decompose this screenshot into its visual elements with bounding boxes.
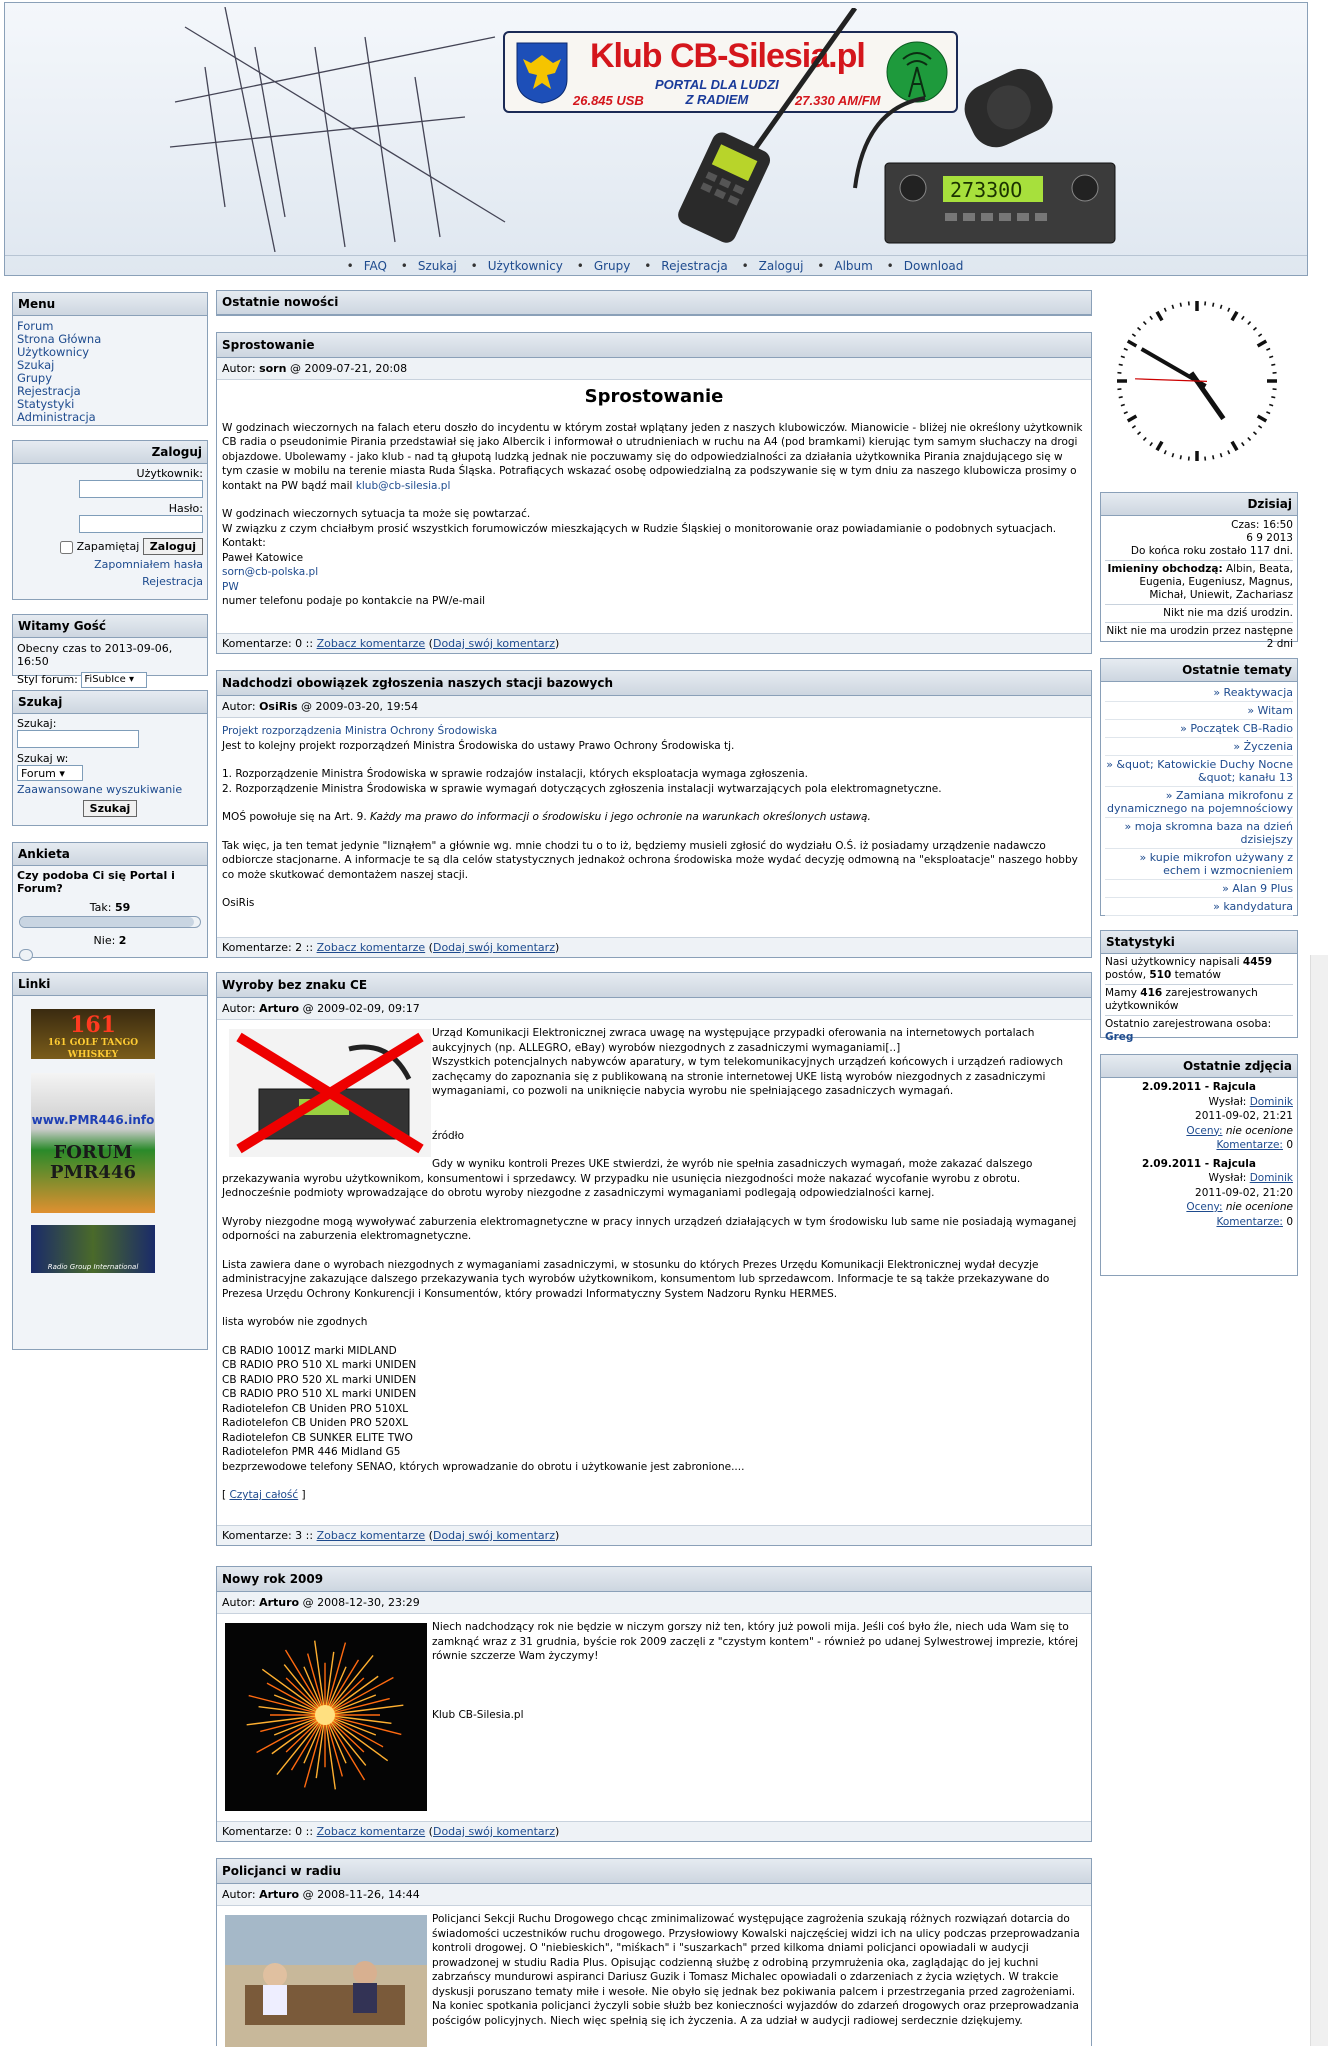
today-time: Czas: 16:50 <box>1105 519 1293 532</box>
welcome-title: Witamy Gość <box>13 615 207 638</box>
clock-tick <box>1124 348 1128 350</box>
clock-tick <box>1213 455 1214 459</box>
links-box <box>12 972 208 1350</box>
add-comment-link[interactable]: Dodaj swój komentarz <box>433 1825 555 1838</box>
freq-am: 27.330 AM/FM <box>795 93 881 108</box>
news-heading: Sprostowanie <box>222 390 1086 405</box>
topics-title: Ostatnie tematy <box>1101 659 1297 682</box>
news-title[interactable]: Nowy rok 2009 <box>217 1567 1091 1592</box>
clock-tick <box>1248 437 1251 440</box>
birthdays-today: Nikt nie ma dziś urodzin. <box>1105 604 1293 620</box>
view-comments-link[interactable]: Zobacz komentarze <box>317 1529 426 1542</box>
banner-pmr446[interactable]: www.PMR446.info FORUM PMR446 <box>31 1073 155 1213</box>
news-item-4 <box>216 1566 1092 1842</box>
news-body: Projekt rozporządzenia Ministra Ochrony Środowiska Jest to kolejny projekt rozporządzeń Ministra Środowiska do ustawy Prawo Ochrony Środowiska tj. 1. Rozporządzenie Ministra Środowiska w sprawie rodzajów instalacji, których eksploatacja wymaga zgłoszenia. 2. Rozporządzenie Ministra Środowiska w sprawie wymagań dotyczących zgłoszenia instalacji wytwarzających pola elektromagnetyczne. MOŚ powołuje się na Art. 9. Każdy ma prawo do informacji o środowisku i jego ochronie na warunkach określonych ustawą. Tak więc, ja ten temat jedynie "liznąłem" a głównie wg. mnie chodzi tu o to iż, będziemy musieli zgłosić do wydziału O.Ś. iż posiadamy urządzenie nadawczo odbiorcze stacjonarne. A informacje te są dla celów statystycznych jednakoż ochrona środowiska może wydać decyzję odmowną na "eksploatacje" naszego hobby co może skutkować demontażem naszej stacji. OsiRis <box>217 718 1091 917</box>
view-comments-link[interactable]: Zobacz komentarze <box>317 941 426 954</box>
recent-topic-link[interactable]: » Początek CB-Radio <box>1105 720 1293 738</box>
clock-tick <box>1132 334 1135 336</box>
cb-radio-graphic <box>835 68 1135 248</box>
clock-tick <box>1143 322 1146 325</box>
password-label: Hasło: <box>17 502 203 515</box>
analog-clock <box>1114 298 1280 464</box>
menu-admin[interactable]: Administracja <box>17 411 203 424</box>
clock-tick <box>1269 404 1273 405</box>
crossed-cb-radio-image <box>229 1029 431 1157</box>
recent-topic-link[interactable]: » kupie mikrofon używany z echem i wzmocnieniem <box>1105 849 1293 880</box>
menu-box <box>12 292 208 426</box>
banner-golf-tango-whiskey[interactable]: 161 161 GOLF TANGO WHISKEY <box>31 1009 155 1059</box>
nav-album[interactable]: Album <box>834 259 872 273</box>
menu-stats[interactable]: Statystyki <box>17 398 203 411</box>
clock-tick <box>1242 442 1244 445</box>
news-footer: Komentarze: 0 :: Zobacz komentarze (Dodaj swój komentarz) <box>217 1821 1091 1841</box>
register-link[interactable]: Rejestracja <box>17 575 203 588</box>
forgot-password-link[interactable]: Zapomniałem hasła <box>17 558 203 571</box>
poll-no-count: 2 <box>119 934 127 947</box>
news-title[interactable]: Policjanci w radiu <box>217 1859 1091 1884</box>
nav-faq[interactable]: FAQ <box>364 259 387 273</box>
add-comment-link[interactable]: Dodaj swój komentarz <box>433 637 555 650</box>
news-title[interactable]: Sprostowanie <box>217 333 1091 358</box>
search-button[interactable]: Szukaj <box>83 800 138 817</box>
clock-tick <box>1266 412 1270 414</box>
news-body: Sprostowanie W godzinach wieczornych na falach eteru doszło do incydentu w którym został wplątany jeden z naszych klubowiczów. Mianowicie - bliżej nie określony użytkownik CB radia o pseudonimie Pirania przedstawiał się jako Albercik i informował o utrudnieniach w ruchu na A4 (pod bramkami) kierując tym samym słuchaczy na drogi objazdowe. Ubolewamy - jako klub - nad tą głupotą ludzką jednak nie poczuwamy się do odpowiedzialności za działania użytkownika Pirania znajdującego się w tym czasie w mobilu na terenie miasta Ruda Śląska. Potrafiących wskazać osobę odpowiedzialną za podszywanie się w tym dniu za naszego klubowicza prosimy o kontakt na PW bądź mail klub@cb-silesia.pl W godzinach wieczornych sytuacja ta może się powtarzać. W związku z czym chciałbym prosić wszystkich forumowiczów mieszkających w Rudzie Śląskiej o monitorowanie oraz powiadamianie o podobnych sytuacjach. Kontakt: Paweł Katowice sorn@cb-polska.pl PW numer telefonu podaje po kontakcie na PW/e-mail <box>217 380 1091 615</box>
clock-tick <box>1157 312 1162 321</box>
clock-tick <box>1164 308 1166 312</box>
advanced-search-link[interactable]: Zaawansowane wyszukiwanie <box>17 783 203 796</box>
news-author-line: Autor: Arturo @ 2008-11-26, 14:44 <box>217 1884 1091 1906</box>
search-box <box>12 690 208 826</box>
nav-register[interactable]: Rejestracja <box>661 259 727 273</box>
clock-tick <box>1121 404 1125 405</box>
poll-no-label: Nie: <box>94 934 116 947</box>
recent-topic-link[interactable]: » Życzenia <box>1105 738 1293 756</box>
clock-tick <box>1119 397 1123 398</box>
banner-title: Klub CB-Silesia.pl <box>590 37 865 76</box>
menu-groups[interactable]: Grupy <box>17 372 203 385</box>
center-title: Ostatnie nowości <box>217 291 1091 315</box>
email-link[interactable]: klub@cb-silesia.pl <box>356 480 451 492</box>
news-title[interactable]: Wyroby bez znaku CE <box>217 973 1091 998</box>
nav-users[interactable]: Użytkownicy <box>488 259 563 273</box>
clock-tick <box>1164 450 1166 454</box>
nav-search[interactable]: Szukaj <box>418 259 457 273</box>
recent-topic-link[interactable]: » Zamiana mikrofonu z dynamicznego na pojemnościowy <box>1105 787 1293 818</box>
clock-tick <box>1242 316 1244 319</box>
clock-tick <box>1180 455 1181 459</box>
poll-yes-bar-fill <box>20 917 194 927</box>
nav-login[interactable]: Zaloguj <box>759 259 804 273</box>
view-comments-link[interactable]: Zobacz komentarze <box>317 637 426 650</box>
clock-tick <box>1228 308 1230 312</box>
recent-topic-link[interactable]: » &quot; Katowickie Duchy Nocne &quot; kanału 13 <box>1105 756 1293 787</box>
newest-user-link[interactable]: Greg <box>1105 1031 1133 1043</box>
clock-tick <box>1138 432 1141 435</box>
today-box <box>1100 492 1298 642</box>
poll-yes-count: 59 <box>115 901 130 914</box>
search-label: Szukaj: <box>17 717 203 730</box>
news-item-1 <box>216 332 1092 654</box>
clock-tick <box>1248 322 1251 325</box>
menu-title: Menu <box>13 293 207 316</box>
clock-tick <box>1220 305 1221 309</box>
clock-tick <box>1172 305 1173 309</box>
clock-tick <box>1258 416 1267 421</box>
search-title: Szukaj <box>13 691 207 714</box>
clock-tick <box>1253 327 1256 330</box>
stats-title: Statystyki <box>1101 931 1297 954</box>
recent-topic-link[interactable]: » kandydatura <box>1105 898 1293 916</box>
news-body: Urząd Komunikacji Elektronicznej zwraca uwagę na występujące przypadki oferowania na internetowych portalach aukcyjnych (np. ALLEGRO, eBay) wyrobów niezgodnych z zasadniczymi wymaganiami[..] Wszystkich potencjalnych nabywców aparatury, w tym telekomunikacyjnych urządzeń końcowych i urządzeń radiowych zachęcamy do zapoznania się z publikowaną na stronie internetowej UKE listą wyrobów niezgodnych z zasadniczymi wymaganiami, co pozwoli na uniknięcie nabycia wyrobu nie spełniającego zasadniczych wymagań. źródło Gdy w wyniku kontroli Prezes UKE stwierdzi, że wyrób nie spełnia zasadniczych wymagań, może zakazać dalszego przekazywania wyrobu użytkownikom, konsumentowi i sprzedawcy. W przypadku nie usunięcia niezgodności może nakazać wycofanie wyrobu z obrotu. Jednocześnie podmioty wprowadzające do obrotu wyroby niezgodne z zasadniczymi wymaganiami podlegają odpowiedzialności karnej. Wyroby niezgodne mogą wywoływać zaburzenia elektromagnetyczne w pracy innych urządzeń działających w tym środowisku lub same nie posiadają wymaganej odporności na zaburzenia elektromagnetyczne. Lista zawiera dane o wyrobach niezgodnych z wymaganiami zasadniczymi, w stosunku do których Prezes Urzędu Komunikacji Elektronicznej wydał decyzje administracyjne zakazujące dalszego przekazywania tych wyrobów użytkownikom, konsumentom lub sprzedawcom. Informacje te są także przekazywane do Prezesa Urzędu Ochrony Konkurencji i Konsumentów, który prowadzi Informatyczny System Nadzoru Rynku HERMES. lista wyrobów nie zgodnych CB RADIO 1001Z marki MIDLAND CB RADIO PRO 510 XL marki UNIDEN CB RADIO PRO 520 XL marki UNIDEN CB RADIO PRO 510 XL marki UNIDEN Radiotelefon CB Uniden PRO 510XL Radiotelefon CB Uniden PRO 520XL Radiotelefon CB SUNKER ELITE TWO Radiotelefon PMR 446 Midland G5 bezprzewodowe telefony SENAO, których wprowadzanie do obrotu i użytkowanie jest zabronione.... [ Czytaj całość ] <box>217 1020 1091 1509</box>
search-input[interactable] <box>17 730 139 748</box>
clock-tick <box>1271 397 1275 398</box>
clock-tick <box>1228 450 1230 454</box>
clock-tick <box>1128 341 1137 346</box>
clock-tick <box>1121 356 1125 357</box>
clock-tick <box>1180 303 1181 307</box>
stats-box <box>1100 930 1298 1038</box>
view-comments-link[interactable]: Zobacz komentarze <box>317 1825 426 1838</box>
news-item-5 <box>216 1858 1092 2046</box>
poll-question: Czy podoba Ci się Portal i Forum? <box>17 869 203 895</box>
poll-no-bar <box>19 949 33 961</box>
freq-usb: 26.845 USB <box>573 93 644 108</box>
news-body: Policjanci Sekcji Ruchu Drogowego chcąc zminimalizować występujące zagrożenia szukają różnych rozwiązań dotarcia do świadomości uczestników ruchu drogowego. Przysłowiowy Kowalski najczęściej widzi ich na ulicy podczas przeprowadzania kontroli drogowej. O "niebieskich", "miśkach" i "suszarkach" przed kilkoma dniami policjanci opowiadali w audycji prowadzonej w studiu Radia Plus. Opisując codzienną służbę z odrobiną przymrużenia oka, zaglądając do jej kuchni zabrzańscy mundurowi aspiranci Dariusz Guzik i Tomasz Michalec opowiadali o zdarzeniach z życia wziętych. W trakcie dyskusji poruszano tematy miłe i wesołe. Nie obyło się jednak bez pokiwania palcem i przestrzegania przed zagrożeniami. Na koniec spotkania policjanci życzyli sobie służb bez konieczności wyjazdów do zdarzeń drogowych oraz przeprowadzania pościgów policyjnych. Niech więc spełnią się ich życzenia. A za udział w audycji radiowej serdecznie dziękujemy. <box>217 1906 1091 2034</box>
clock-tick <box>1150 316 1152 319</box>
recent-topic-link[interactable]: » Witam <box>1105 702 1293 720</box>
clock-tick <box>1266 348 1270 350</box>
clock-tick <box>1172 453 1173 457</box>
photo-entry[interactable]: 2.09.2011 - Rajcula Wysłał: Dominik 2011-09-02, 21:20 Oceny: nie ocenione Komentarze: 0 <box>1105 1157 1293 1230</box>
pm-link[interactable]: PW <box>222 580 1086 595</box>
clock-tick <box>1258 426 1261 428</box>
news-footer: Komentarze: 2 :: Zobacz komentarze (Dodaj swój komentarz) <box>217 937 1091 957</box>
today-title: Dzisiaj <box>1101 493 1297 516</box>
search-in-label: Szukaj w: <box>17 752 203 765</box>
name-days: Imieniny obchodzą: Albin, Beata, Eugenia, Eugeniusz, Magnus, Michał, Uniewit, Zachariasz <box>1105 560 1293 602</box>
today-date: 6 9 2013 <box>1105 532 1293 545</box>
links-title: Linki <box>13 973 207 996</box>
login-title: Zaloguj <box>13 441 207 464</box>
poll-yes-label: Tak: <box>90 901 112 914</box>
page-scrollbar[interactable] <box>1310 955 1328 2046</box>
add-comment-link[interactable]: Dodaj swój komentarz <box>433 941 555 954</box>
clock-tick <box>1138 327 1141 330</box>
chevron-down-icon: ▾ <box>59 767 65 780</box>
clock-tick <box>1128 416 1137 421</box>
clock-tick <box>1232 442 1237 451</box>
remember-checkbox[interactable] <box>60 541 73 554</box>
site-header <box>4 2 1308 276</box>
news-author-line: Autor: Arturo @ 2008-12-30, 23:29 <box>217 1592 1091 1614</box>
login-button[interactable]: Zaloguj <box>143 538 203 555</box>
email-link[interactable]: sorn@cb-polska.pl <box>222 565 1086 580</box>
radio-display-text: 27330O <box>950 178 1022 202</box>
chevron-down-icon: ▾ <box>129 674 134 685</box>
news-item-2 <box>216 670 1092 958</box>
username-label: Użytkownik: <box>17 467 203 480</box>
handheld-radio-graphic <box>625 8 865 243</box>
recent-photos-box <box>1100 1054 1298 1276</box>
clock-tick <box>1157 442 1162 451</box>
clock-tick <box>1253 432 1256 435</box>
recent-topics-box <box>1100 658 1298 916</box>
center-title-box <box>216 290 1092 316</box>
password-input[interactable] <box>79 515 203 533</box>
style-label: Styl forum: <box>17 673 78 686</box>
nav-groups[interactable]: Grupy <box>594 259 631 273</box>
clock-tick <box>1143 437 1146 440</box>
news-footer: Komentarze: 0 :: Zobacz komentarze (Dodaj swój komentarz) <box>217 633 1091 653</box>
news-item-3 <box>216 972 1092 1546</box>
menu-search[interactable]: Szukaj <box>17 359 203 372</box>
birthdays-next: Nikt nie ma urodzin przez następne 2 dni <box>1105 622 1293 651</box>
welcome-box <box>12 614 208 676</box>
stats-newest: Ostatnio zarejestrowana osoba: Greg <box>1105 1015 1293 1044</box>
clock-tick <box>1220 453 1221 457</box>
photos-title: Ostatnie zdjęcia <box>1101 1055 1297 1078</box>
news-author-line: Autor: sorn @ 2009-07-21, 20:08 <box>217 358 1091 380</box>
clock-tick <box>1213 303 1214 307</box>
clock-tick <box>1150 442 1152 445</box>
menu-register[interactable]: Rejestracja <box>17 385 203 398</box>
read-more-link[interactable]: Czytaj całość <box>229 1489 298 1501</box>
clock-tick <box>1258 341 1267 346</box>
recent-topic-link[interactable]: » Alan 9 Plus <box>1105 880 1293 898</box>
banner-radio-group[interactable]: Radio Group International <box>31 1225 155 1273</box>
fireworks-image <box>225 1623 427 1811</box>
menu-home[interactable]: Strona Główna <box>17 333 203 346</box>
photo-entry[interactable]: 2.09.2011 - Rajcula Wysłał: Dominik 2011-09-02, 21:21 Oceny: nie ocenione Komentarze: 0 <box>1105 1080 1293 1153</box>
clock-tick <box>1119 364 1123 365</box>
antenna-graphic <box>165 7 525 252</box>
recent-topic-link[interactable]: » Reaktywacja <box>1105 684 1293 702</box>
clock-tick <box>1271 364 1275 365</box>
news-author-line: Autor: OsiRis @ 2009-03-20, 19:54 <box>217 696 1091 718</box>
clock-tick <box>1124 412 1128 414</box>
login-box <box>12 440 208 600</box>
menu-forum[interactable]: Forum <box>17 320 203 333</box>
add-comment-link[interactable]: Dodaj swój komentarz <box>433 1529 555 1542</box>
stats-users: Mamy 416 zarejestrowanych użytkowników <box>1105 984 1293 1013</box>
recent-topic-link[interactable]: » moja skromna baza na dzień dzisiejszy <box>1105 818 1293 849</box>
news-author-line: Autor: Arturo @ 2009-02-09, 09:17 <box>217 998 1091 1020</box>
news-footer: Komentarze: 3 :: Zobacz komentarze (Dodaj swój komentarz) <box>217 1525 1091 1545</box>
police-radio-studio-image <box>225 1915 427 2047</box>
poll-box <box>12 842 208 958</box>
clock-tick <box>1132 426 1135 428</box>
top-navigation <box>5 255 1307 275</box>
news-title[interactable]: Nadchodzi obowiązek zgłoszenia naszych stacji bazowych <box>217 671 1091 696</box>
project-link[interactable]: Projekt rozporządzenia Ministra Ochrony Środowiska <box>222 724 1086 739</box>
poll-yes-bar <box>19 916 201 928</box>
nav-download[interactable]: Download <box>904 259 964 273</box>
news-body: Niech nadchodzący rok nie będzie w niczym gorszy niż ten, który już powoli mija. Jeśli coś było źle, niech uda Wam się to zamknąć wraz z 31 grudnia, byście rok 2009 zaczęli z "czystym kontem" - również po udanej Sylwestrowej imprezie, której równie szczerze Wam życzymy! Klub CB-Silesia.pl <box>217 1614 1091 1728</box>
style-select[interactable]: FiSubIce ▾ <box>81 672 147 688</box>
non-compliant-list: CB RADIO 1001Z marki MIDLAND CB RADIO PRO 510 XL marki UNIDEN CB RADIO PRO 520 XL marki UNIDEN CB RADIO PRO 510 XL marki UNIDEN Radiotelefon CB Uniden PRO 510XL Radiotelefon CB Uniden PRO 520XL Radiotelefon CB SUNKER ELITE TWO Radiotelefon PMR 446 Midland G5 bezprzewodowe telefony SENAO, których wprowadzanie do obrotu i użytkowanie jest zabronione.... <box>222 1344 1086 1475</box>
banner-subtitle: PORTAL DLA LUDZI Z RADIEM <box>655 77 779 107</box>
search-scope-select[interactable]: Forum ▾ <box>17 765 83 781</box>
silesia-eagle-icon <box>513 39 571 105</box>
menu-users[interactable]: Użytkownicy <box>17 346 203 359</box>
poll-title: Ankieta <box>13 843 207 866</box>
days-left: Do końca roku zostało 117 dni. <box>1105 545 1293 558</box>
clock-tick <box>1258 334 1261 336</box>
clock-tick <box>1232 312 1237 321</box>
current-time: Obecny czas to 2013-09-06, 16:50 <box>17 642 203 668</box>
stats-posts: Nasi użytkownicy napisali 4459 postów, 510 tematów <box>1105 956 1293 982</box>
clock-tick <box>1269 356 1273 357</box>
remember-label: Zapamiętaj <box>77 540 140 553</box>
username-input[interactable] <box>79 480 203 498</box>
